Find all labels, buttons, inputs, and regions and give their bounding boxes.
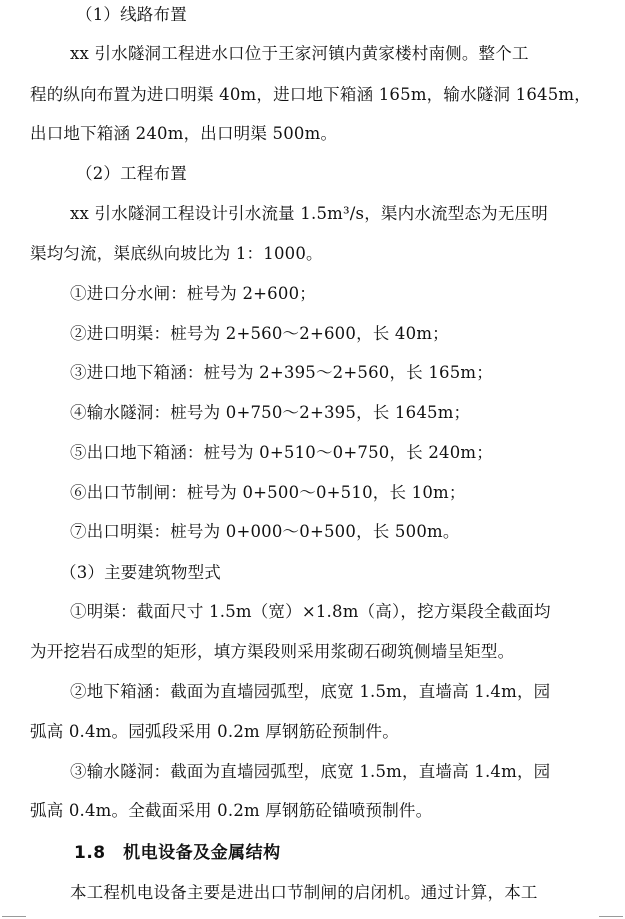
paragraph-line: 出口地下箱涵 240m，出口明渠 500m。: [30, 124, 338, 143]
paragraph-line: xx 引水隧洞工程进水口位于王家河镇内黄家楼村南侧。整个工: [70, 44, 529, 63]
subsection-heading-route-layout: （1）线路布置: [76, 5, 187, 24]
list-item: ②地下箱涵：截面为直墙园弧型，底宽 1.5m，直墙高 1.4m，园: [70, 682, 551, 701]
list-item: ②进口明渠：桩号为 2+560～2+600，长 40m；: [70, 324, 449, 343]
page-corner-mark-left: [2, 916, 26, 917]
paragraph-line: 渠均匀流，渠底纵向坡比为 1：1000。: [30, 244, 323, 263]
page-corner-mark-right: [599, 916, 623, 917]
list-item: ⑤出口地下箱涵：桩号为 0+510～0+750，长 240m；: [70, 443, 493, 462]
paragraph-line: xx 引水隧洞工程设计引水流量 1.5m³/s，渠内水流型态为无压明: [70, 204, 548, 223]
list-item: ①进口分水闸：桩号为 2+600；: [70, 284, 316, 303]
subsection-heading-project-layout: （2）工程布置: [76, 164, 187, 183]
subsection-heading-main-structures: （3）主要建筑物型式: [60, 563, 221, 582]
list-item-continuation: 为开挖岩石成型的矩形，填方渠段则采用浆砌石砌筑侧墙呈矩型。: [30, 642, 515, 661]
list-item: ①明渠：截面尺寸 1.5m（宽）×1.8m（高），挖方渠段全截面均: [70, 602, 551, 621]
list-item: ④输水隧洞：桩号为 0+750～2+395，长 1645m；: [70, 403, 471, 422]
list-item: ③进口地下箱涵：桩号为 2+395～2+560，长 165m；: [70, 363, 493, 382]
list-item: ③输水隧洞：截面为直墙园弧型，底宽 1.5m，直墙高 1.4m，园: [70, 762, 551, 781]
paragraph-line: 程的纵向布置为进口明渠 40m，进口地下箱涵 165m，输水隧洞 1645m，: [30, 85, 591, 104]
list-item-continuation: 弧高 0.4m。全截面采用 0.2m 厚钢筋砼锚喷预制件。: [30, 801, 433, 820]
section-heading-1-8: 1.8 机电设备及金属结构: [74, 843, 281, 863]
paragraph-line: 本工程机电设备主要是进出口节制闸的启闭机。通过计算，本工: [70, 883, 538, 902]
list-item: ⑦出口明渠：桩号为 0+000～0+500，长 500m。: [70, 522, 460, 541]
list-item: ⑥出口节制闸：桩号为 0+500～0+510，长 10m；: [70, 483, 466, 502]
list-item-continuation: 弧高 0.4m。园弧段采用 0.2m 厚钢筋砼预制件。: [30, 722, 399, 741]
